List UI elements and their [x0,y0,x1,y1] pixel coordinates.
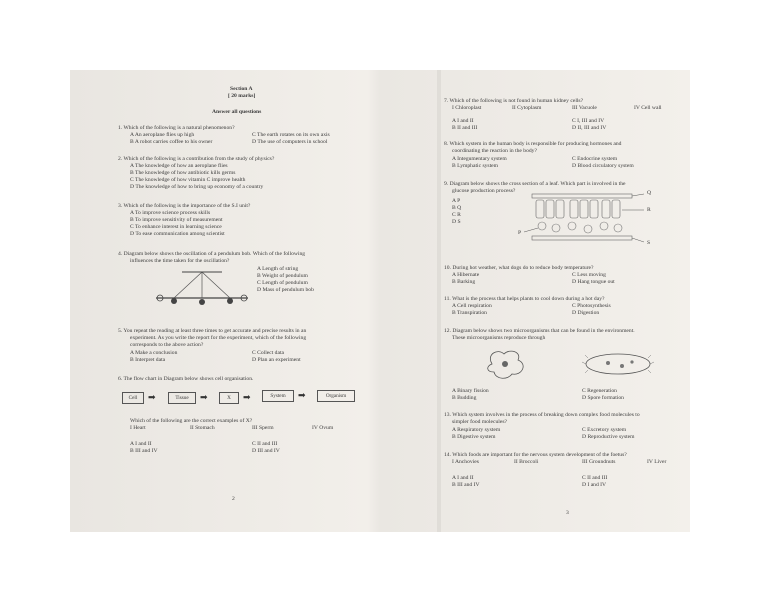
flow-box-cell: Cell [122,392,144,404]
q12-stem: 12. Diagram below shows two microorganisms that can be found in the environment. [444,328,635,334]
q6-item: III Sperm [252,425,274,431]
q6-option: A I and II [130,441,152,447]
q8-stem-cont: coordinating the reaction in the body? [452,148,537,154]
q5-option: B Interpret data [130,357,166,363]
q13-option: D Reproductive system [582,434,635,440]
flow-box-system: System [262,390,294,402]
q2-stem: 2. Which of the following is a contribution from the study of physics? [118,156,275,162]
left-page [112,70,412,532]
q8-option: A Integumentary system [452,156,507,162]
q10-option: C Less moving [572,272,606,278]
q12-stem-cont: These microorganisms reproduce through [452,335,546,341]
q2-option: C The knowledge of how vitamin C improve health [130,177,246,183]
page-number: 2 [232,496,235,502]
flow-arrow-icon: ➡ [298,390,306,400]
q14-item: III Groundnuts [582,459,616,465]
q7-option: A I and II [452,118,474,124]
q3-option: A To improve science process skills [130,210,211,216]
q14-item: I Anchovies [452,459,479,465]
marks-label: [ 20 marks] [228,93,256,99]
q8-option: D Blood circulatory system [572,163,634,169]
q7-item: IV Cell wall [634,105,662,111]
q14-option: A I and II [452,475,474,481]
q11-option: B Transpiration [452,310,487,316]
q1-option: D The use of computers in school [252,139,328,145]
q11-option: A Cell respiration [452,303,492,309]
q9-option: C R [452,212,461,218]
q9-option: D S [452,219,461,225]
leaf-cross-section-diagram [522,188,652,250]
q12-option: A Binary fission [452,388,489,394]
q6-option: D III and IV [252,448,280,454]
section-title: Section A [230,86,253,92]
flow-arrow-icon: ➡ [243,392,251,402]
q9-stem: 9. Diagram below shows the cross section of a leaf. Which part is involved in the [444,181,626,187]
q8-option: C Endocrine system [572,156,618,162]
leaf-label-p: P [518,230,522,236]
flow-box-x: X [219,392,239,404]
q14-stem: 14. Which foods are important for the nervous system development of the foetus? [444,452,627,458]
q12-option: B Budding [452,395,477,401]
q9-option: B Q [452,205,462,211]
q5-option: C Collect data [252,350,285,356]
q11-option: D Digestion [572,310,600,316]
instruction: Answer all questions [212,109,262,115]
q13-option: C Excretory system [582,427,627,433]
q7-option: C I, III and IV [572,118,605,124]
q10-option: A Hibernate [452,272,480,278]
leaf-label-q: Q [647,190,652,196]
q4-option: D Mass of pendulum bob [257,287,314,293]
pendulum-diagram [152,268,252,310]
q6-question: Which of the following are the correct examples of X? [130,418,253,424]
q10-stem: 10. During hot weather, what dogs do to reduce body temperature? [444,265,594,271]
q13-option: B Digestive system [452,434,496,440]
q7-option: D II, III and IV [572,125,607,131]
leaf-label-s: S [647,240,651,246]
q7-item: I Chloroplast [452,105,482,111]
q3-option: D To ease communication among scientist [130,231,225,237]
flow-arrow-icon: ➡ [148,392,156,402]
q1-option: C The earth rotates on its own axis [252,132,330,138]
q9-stem-cont: glucose production process? [452,188,516,194]
q7-stem: 7. Which of the following is not found in human kidney cells? [444,98,584,104]
q5-stem-cont: experiment. As you write the report for the experiment, which of the following [130,335,307,341]
q13-stem-cont: simpler food molecules? [452,419,507,425]
q4-option: A Length of string [257,266,299,272]
q11-stem: 11. What is the process that helps plants to cool down during a hot day? [444,296,605,302]
q4-option: C Length of pendulum [257,280,308,286]
q5-stem-cont: corresponds to the above action? [130,342,204,348]
q8-option: B Lymphatic system [452,163,498,169]
q1-option: A An aeroplane flies up high [130,132,195,138]
q2-option: D The knowledge of how to bring up economy of a country [130,184,264,190]
q7-option: B II and III [452,125,478,131]
flow-box-organism: Organism [317,390,355,402]
q6-option: C II and III [252,441,278,447]
book-fold [437,70,441,532]
q4-stem: 4. Diagram below shows the oscillation of a pendulum bob. Which of the following [118,251,306,257]
q2-option: A The knowledge of how an aeroplane flies [130,163,228,169]
flow-arrow-icon: ➡ [200,392,208,402]
q3-option: B To improve sensitivity of measurement [130,217,223,223]
q11-option: C Photosynthesis [572,303,611,309]
q9-option: A P [452,198,461,204]
q10-option: D Hang tongue out [572,279,615,285]
q2-option: B The knowledge of how antibiotic kills germs [130,170,236,176]
q12-option: D Spore formation [582,395,624,401]
q13-option: A Respiratory system [452,427,501,433]
q12-option: C Regeneration [582,388,617,394]
q14-item: II Broccoli [514,459,539,465]
q6-stem: 6. The flow chart in Diagram below shows cell organisation. [118,376,254,382]
leaf-label-r: R [647,207,651,213]
q6-option: B III and IV [130,448,158,454]
q6-item: IV Ovum [312,425,334,431]
q4-stem-cont: influences the time taken for the oscillation? [130,258,230,264]
q7-item: III Vacuole [572,105,597,111]
paramecium-icon [582,350,654,378]
q1-stem: 1. Which of the following is a natural phenomenon? [118,125,235,131]
q8-stem: 8. Which system in the human body is responsible for producing hormones and [444,141,622,147]
q5-option: D Plan an experiment [252,357,301,363]
q14-item: IV Liver [647,459,667,465]
q7-item: II Cytoplasm [512,105,542,111]
right-page [442,70,687,532]
q14-option: D I and IV [582,482,607,488]
q5-option: A Make a conclusion [130,350,178,356]
amoeba-icon [482,346,532,382]
q6-item: II Stomach [190,425,215,431]
page-number: 3 [566,510,569,516]
q4-option: B Weight of pendulum [257,273,308,279]
q13-stem: 13. Which system involves in the process of breaking down complex food molecules to [444,412,640,418]
flow-box-tissue: Tissue [168,392,196,404]
q1-option: B A robot carries coffee to his owner [130,139,213,145]
q10-option: B Barking [452,279,476,285]
q3-option: C To enhance interest in learning science [130,224,222,230]
q3-stem: 3. Which of the following is the importance of the S.I unit? [118,203,251,209]
q14-option: B III and IV [452,482,480,488]
q6-item: I Heart [130,425,146,431]
q14-option: C II and III [582,475,608,481]
q5-stem: 5. You repeat the reading at least three times to get accurate and precise results in an [118,328,307,334]
exam-photo [70,70,690,532]
